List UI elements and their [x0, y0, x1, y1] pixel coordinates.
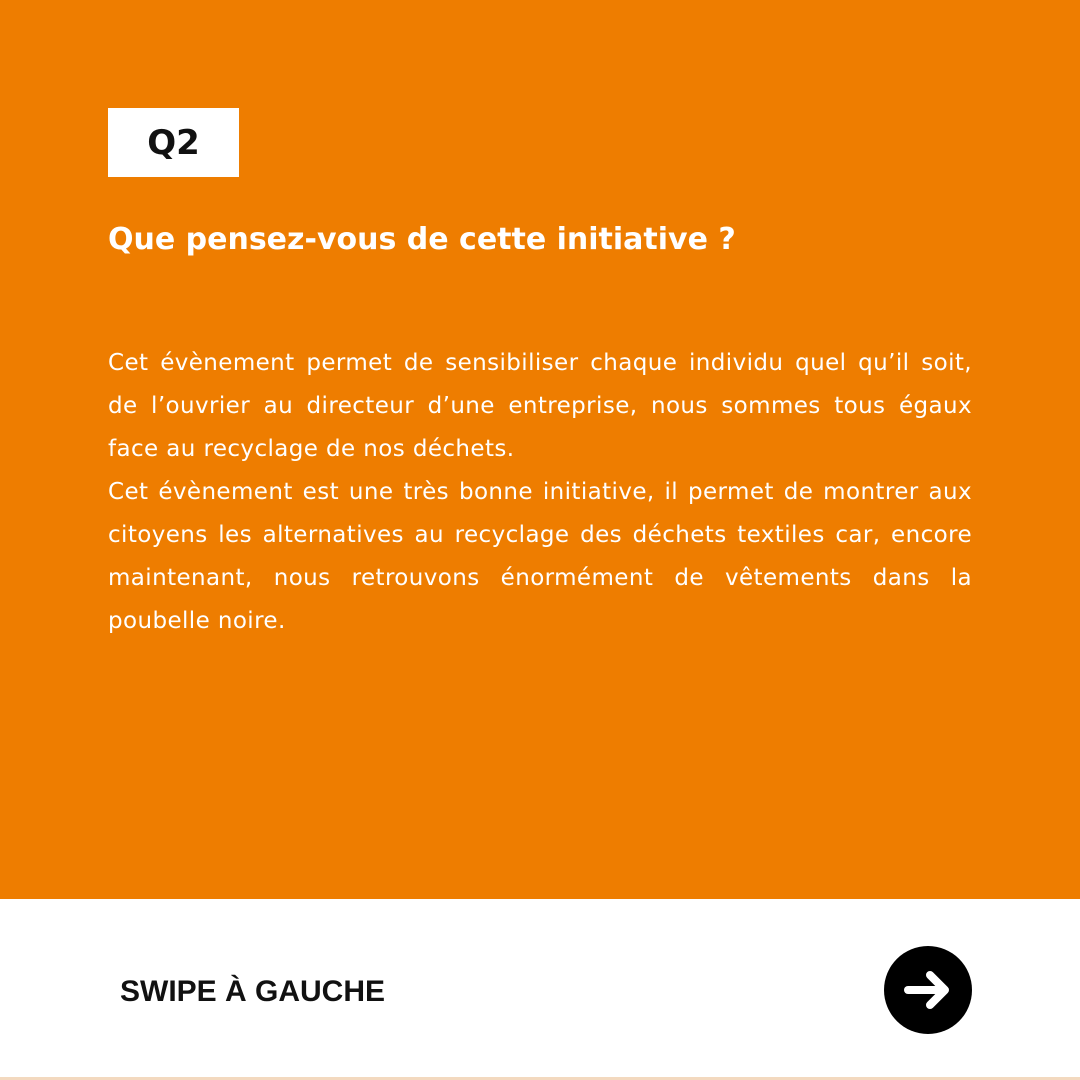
question-title: Que pensez-vous de cette initiative ? [108, 222, 736, 257]
answer-paragraph: Cet évènement est une très bonne initiative, il permet de montrer aux citoyens les alternatives au recyclage des déchets textiles car, encore maintenant, nous retrouvons énormément de vêtements dans la poubelle noire. [108, 479, 972, 634]
question-number-badge [108, 108, 239, 177]
answer-paragraph: Cet évènement permet de sensibiliser chaque individu quel qu’il soit, de l’ouvrier au directeur d’une entreprise, nous sommes tous égaux face au recyclage de nos déchets. [108, 350, 972, 462]
answer-text [108, 342, 972, 643]
arrow-right-icon [900, 962, 956, 1018]
question-number: Q2 [147, 122, 200, 163]
next-slide-button[interactable] [884, 946, 972, 1034]
swipe-label: SWIPE À GAUCHE [120, 975, 386, 1008]
